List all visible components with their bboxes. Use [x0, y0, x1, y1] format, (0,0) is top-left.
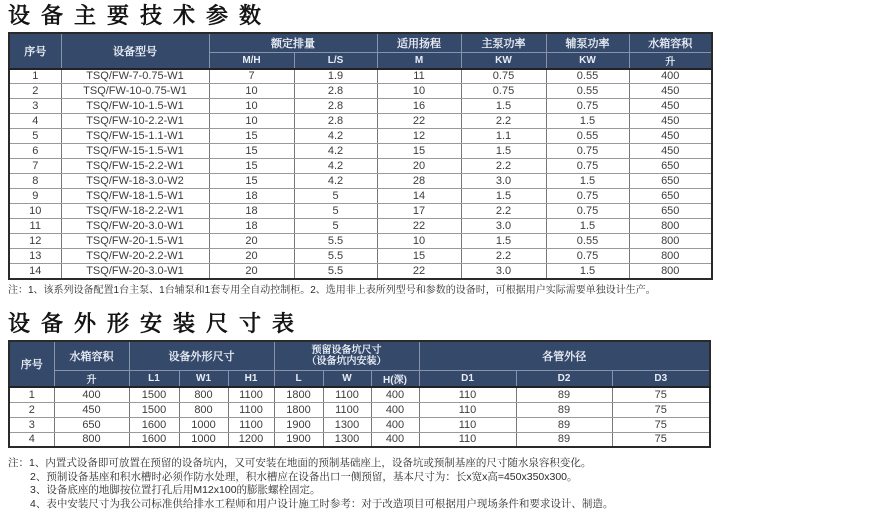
table-cell: 75 [612, 402, 710, 417]
table-row [9, 144, 712, 159]
table-cell: 650 [629, 204, 712, 219]
table-cell: 16 [377, 99, 461, 114]
table-cell: 17 [377, 204, 461, 219]
unit-d1: D1 [419, 371, 516, 388]
table-cell: 10 [209, 99, 294, 114]
table-cell: 14 [9, 264, 61, 279]
col-header-aux-pump: 辅泵功率 [546, 33, 629, 52]
unit-h1: H1 [228, 371, 274, 388]
table-cell: 400 [371, 387, 419, 402]
table-cell: 7 [209, 69, 294, 84]
section1-title: 设备主要技术参数 [8, 3, 273, 28]
table-cell: 1.5 [461, 189, 546, 204]
table-cell: TSQ/FW-15-1.5-W1 [61, 144, 209, 159]
table-cell: TSQ/FW-20-3.0-W1 [61, 219, 209, 234]
table-row [9, 69, 712, 84]
table-cell: 800 [629, 264, 712, 279]
table-cell: 5.5 [294, 234, 377, 249]
table-cell: 3 [9, 417, 54, 432]
table-cell: 1.5 [461, 234, 546, 249]
table-cell: 18 [209, 219, 294, 234]
table-cell: 5 [294, 204, 377, 219]
table-cell: 6 [9, 144, 61, 159]
table-cell: 650 [629, 159, 712, 174]
table-cell: 1100 [323, 402, 371, 417]
col-header-pit-dims [274, 341, 419, 371]
table-cell: 1600 [129, 417, 179, 432]
table-cell: 5.5 [294, 249, 377, 264]
table-cell: 1.5 [546, 174, 629, 189]
table-cell: TSQ/FW-18-3.0-W2 [61, 174, 209, 189]
table-cell: 3.0 [461, 174, 546, 189]
col-header-no: 序号 [9, 33, 61, 69]
table-cell: 1100 [228, 402, 274, 417]
table-cell: 0.75 [461, 84, 546, 99]
table-cell: 1.1 [461, 129, 546, 144]
table-cell: 1000 [179, 417, 228, 432]
table-cell: TSQ/FW-20-3.0-W1 [61, 264, 209, 279]
tech-params-table [8, 32, 713, 280]
table-cell: 450 [54, 402, 129, 417]
table-cell: 1500 [129, 402, 179, 417]
table-cell: 11 [377, 69, 461, 84]
table-cell: 2.8 [294, 99, 377, 114]
table-cell: 2 [9, 84, 61, 99]
table-cell: 0.75 [546, 249, 629, 264]
table-cell: 1500 [129, 387, 179, 402]
table-cell: 20 [209, 264, 294, 279]
unit-w1: W1 [179, 371, 228, 388]
table-cell: 18 [209, 189, 294, 204]
table-cell: TSQ/FW-20-1.5-W1 [61, 234, 209, 249]
table-cell: 28 [377, 174, 461, 189]
table-cell: TSQ/FW-10-0.75-W1 [61, 84, 209, 99]
table-cell: 450 [629, 129, 712, 144]
table-cell: 2.2 [461, 204, 546, 219]
table-cell: 0.55 [546, 69, 629, 84]
table-cell: 0.55 [546, 234, 629, 249]
table-row [9, 114, 712, 129]
table-cell: 1.5 [461, 144, 546, 159]
table-cell: 1000 [179, 432, 228, 447]
table-cell: TSQ/FW-15-1.1-W1 [61, 129, 209, 144]
tech-params-body [9, 69, 712, 279]
table-cell: 450 [629, 114, 712, 129]
table-cell: 89 [516, 432, 612, 447]
table-cell: 1900 [274, 417, 323, 432]
table-cell: 3 [9, 99, 61, 114]
table-row [9, 174, 712, 189]
table-cell: 4.2 [294, 174, 377, 189]
table-cell: 10 [9, 204, 61, 219]
table-cell: 20 [377, 159, 461, 174]
table-cell: 1.5 [546, 219, 629, 234]
unit-w: W [323, 371, 371, 388]
table-cell: 15 [377, 144, 461, 159]
table-cell: TSQ/FW-10-2.2-W1 [61, 114, 209, 129]
table-cell: 450 [629, 99, 712, 114]
table-row [9, 189, 712, 204]
table-cell: 400 [629, 69, 712, 84]
footnote-2: 2、预制设备基座和积水槽时必须作防水处理，积水槽应在设备出口一侧预留，基本尺寸为：长x宽x高=450x350x300。 [30, 470, 578, 483]
table-cell: TSQ/FW-10-1.5-W1 [61, 99, 209, 114]
unit-liter: 升 [629, 52, 712, 69]
table-cell: 110 [419, 402, 516, 417]
table-cell: 2.2 [461, 114, 546, 129]
table-cell: 14 [377, 189, 461, 204]
table-cell: 650 [54, 417, 129, 432]
table-cell: 0.75 [546, 99, 629, 114]
table-cell: 22 [377, 264, 461, 279]
table-cell: 0.55 [546, 84, 629, 99]
col-header-model: 设备型号 [61, 33, 209, 69]
table-cell: TSQ/FW-18-2.2-W1 [61, 204, 209, 219]
unit-d3: D3 [612, 371, 710, 388]
table-cell: 15 [209, 129, 294, 144]
table-cell: 3.0 [461, 264, 546, 279]
section2-title: 设备外形安装尺寸表 [8, 310, 306, 336]
installation-dims-header [9, 341, 710, 388]
table-cell: 22 [377, 114, 461, 129]
table-cell: 800 [629, 234, 712, 249]
table-cell: 2 [9, 402, 54, 417]
table-cell: 2.2 [461, 249, 546, 264]
table-cell: 800 [54, 432, 129, 447]
table-cell: 1600 [129, 432, 179, 447]
table-cell: 4.2 [294, 159, 377, 174]
table-cell: 13 [9, 249, 61, 264]
table-cell: 800 [179, 387, 228, 402]
table1-note: 注：1、该系列设备配置1台主泵、1台辅泵和1套专用全自动控制柜。2、选用非上表所列型号和参数的设备时，可根据用户实际需要单独设计生产。 [8, 284, 656, 296]
table-row [9, 234, 712, 249]
table-cell: 0.75 [546, 159, 629, 174]
table-cell: 400 [371, 402, 419, 417]
table-cell: 75 [612, 387, 710, 402]
table-cell: 1 [9, 69, 61, 84]
table-cell: 1300 [323, 417, 371, 432]
table-cell: 2.8 [294, 84, 377, 99]
table-row [9, 264, 712, 279]
table-cell: 15 [209, 144, 294, 159]
table-cell: 20 [209, 249, 294, 264]
table-cell: 800 [179, 402, 228, 417]
pit-dims-line1: 预留设备坑尺寸 [311, 344, 382, 356]
table-cell: 1100 [228, 417, 274, 432]
installation-dims-body [9, 387, 710, 447]
table-cell: 1100 [228, 387, 274, 402]
table-cell: 1300 [323, 432, 371, 447]
col-header-outline-dims: 设备外形尺寸 [129, 341, 274, 371]
table-cell: TSQ/FW-20-2.2-W1 [61, 249, 209, 264]
table-cell: 0.75 [546, 189, 629, 204]
col-header-head: 适用扬程 [377, 33, 461, 52]
table-cell: 89 [516, 402, 612, 417]
table-cell: 1100 [323, 387, 371, 402]
footnote-1: 注：1、内置式设备即可放置在预留的设备坑内，又可安装在地面的预制基础座上，设备坑或预制基座的尺寸随水泉容积变化。 [8, 457, 592, 469]
table-cell: 1800 [274, 402, 323, 417]
table-cell: TSQ/FW-18-1.5-W1 [61, 189, 209, 204]
pit-dims-line2: （设备坑内安装） [306, 355, 387, 367]
table-cell: TSQ/FW-7-0.75-W1 [61, 69, 209, 84]
unit-mh: M/H [209, 52, 294, 69]
table-cell: 400 [54, 387, 129, 402]
table-cell: 10 [377, 84, 461, 99]
table-cell: 4.2 [294, 144, 377, 159]
table-row [9, 204, 712, 219]
table-cell: 0.75 [546, 204, 629, 219]
table-cell: 0.55 [546, 129, 629, 144]
unit-kw-main: KW [461, 52, 546, 69]
table-cell: 1 [9, 387, 54, 402]
table-row [9, 417, 710, 432]
table-cell: 400 [371, 432, 419, 447]
table-cell: 5.5 [294, 264, 377, 279]
table-cell: 1.5 [546, 264, 629, 279]
table-cell: 20 [209, 234, 294, 249]
table-cell: 89 [516, 387, 612, 402]
col-header-no2: 序号 [9, 341, 54, 388]
table-cell: 8 [9, 174, 61, 189]
table-cell: 2.8 [294, 114, 377, 129]
table-cell: 12 [377, 129, 461, 144]
table-cell: 5 [294, 189, 377, 204]
table-cell: 15 [209, 174, 294, 189]
footnote-4: 4、表中安装尺寸为我公司标准供给排水工程师和用户设计施工时参考：对于改造项目可根据用户现场条件和要求设计、制造。 [30, 497, 614, 510]
table-cell: 10 [377, 234, 461, 249]
table-row [9, 402, 710, 417]
table-cell: 15 [209, 159, 294, 174]
table-row [9, 84, 712, 99]
table-row [9, 219, 712, 234]
table-cell: 800 [629, 249, 712, 264]
unit-l1: L1 [129, 371, 179, 388]
table-row [9, 99, 712, 114]
table-cell: 4 [9, 432, 54, 447]
table-cell: 0.75 [546, 144, 629, 159]
table-cell: 75 [612, 417, 710, 432]
table-row [9, 159, 712, 174]
table-cell: 1.5 [546, 114, 629, 129]
table-cell: 0.75 [461, 69, 546, 84]
unit-m: M [377, 52, 461, 69]
footnotes [8, 457, 882, 511]
table-cell: 3.0 [461, 219, 546, 234]
table-cell: 450 [629, 144, 712, 159]
table-cell: 7 [9, 159, 61, 174]
col-header-displacement: 额定排量 [209, 33, 377, 52]
unit-ls: L/S [294, 52, 377, 69]
col-header-main-pump: 主泵功率 [461, 33, 546, 52]
table-row [9, 249, 712, 264]
table-cell: 5 [294, 219, 377, 234]
table-cell: 10 [209, 114, 294, 129]
table-cell: 400 [371, 417, 419, 432]
unit-kw-aux: KW [546, 52, 629, 69]
table-cell: 450 [629, 84, 712, 99]
table-cell: 110 [419, 387, 516, 402]
table-cell: 5 [9, 129, 61, 144]
table-cell: 9 [9, 189, 61, 204]
table-cell: 650 [629, 189, 712, 204]
table-cell: TSQ/FW-15-2.2-W1 [61, 159, 209, 174]
col-header-tank2: 水箱容积 [54, 341, 129, 371]
table-row [9, 129, 712, 144]
table-cell: 12 [9, 234, 61, 249]
unit-l: L [274, 371, 323, 388]
table-cell: 1900 [274, 432, 323, 447]
table-cell: 1.9 [294, 69, 377, 84]
table-cell: 22 [377, 219, 461, 234]
table-cell: 11 [9, 219, 61, 234]
unit-h-depth: H(深) [371, 371, 419, 388]
table-cell: 1200 [228, 432, 274, 447]
table-cell: 18 [209, 204, 294, 219]
table-cell: 110 [419, 432, 516, 447]
table-cell: 800 [629, 219, 712, 234]
table-cell: 110 [419, 417, 516, 432]
table-cell: 650 [629, 174, 712, 189]
installation-dims-table [8, 340, 711, 449]
table-cell: 1.5 [461, 99, 546, 114]
table-cell: 15 [377, 249, 461, 264]
table-cell: 75 [612, 432, 710, 447]
col-header-pipe-diameters: 各管外径 [419, 341, 710, 371]
table-cell: 4 [9, 114, 61, 129]
table-row [9, 387, 710, 402]
table-cell: 1800 [274, 387, 323, 402]
unit-liter2: 升 [54, 371, 129, 388]
table-cell: 2.2 [461, 159, 546, 174]
footnote-3: 3、设备底座的地脚按位置打孔后用M12x100的膨胀螺栓固定。 [30, 484, 321, 496]
table-cell: 10 [209, 84, 294, 99]
table-cell: 89 [516, 417, 612, 432]
tech-params-header [9, 33, 712, 69]
table-row [9, 432, 710, 447]
unit-d2: D2 [516, 371, 612, 388]
table-cell: 4.2 [294, 129, 377, 144]
col-header-tank: 水箱容积 [629, 33, 712, 52]
